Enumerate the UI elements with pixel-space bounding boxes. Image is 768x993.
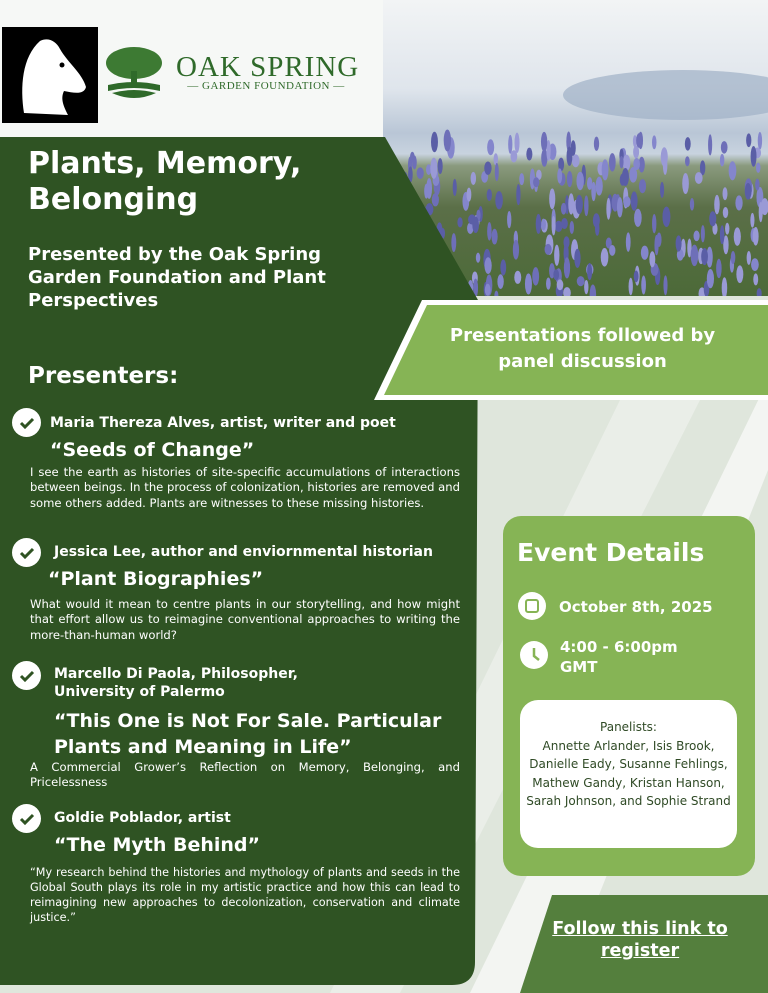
flower (747, 251, 751, 265)
flower (709, 211, 716, 226)
flower (487, 139, 494, 155)
oak-spring-logo-sub: — GARDEN FOUNDATION — (187, 80, 345, 92)
flower (633, 146, 639, 159)
oak-tree-logo (104, 45, 164, 101)
flower (708, 134, 712, 155)
flower (533, 177, 539, 187)
flower (661, 147, 668, 166)
flower (758, 132, 762, 150)
check-circle-icon (12, 538, 41, 567)
panelists-card (520, 700, 737, 848)
flower (731, 251, 736, 264)
flower (695, 172, 703, 184)
flower (553, 269, 559, 280)
flower (500, 259, 506, 275)
page-title: Plants, Memory, Belonging (28, 146, 302, 217)
flower (641, 275, 646, 294)
flower (685, 156, 690, 166)
flower (652, 135, 657, 149)
flower (609, 245, 615, 256)
flower (507, 211, 511, 228)
flower (757, 288, 762, 296)
flower (701, 225, 705, 242)
flower (526, 148, 532, 161)
flower (623, 196, 630, 207)
presenter-name: Jessica Lee, author and enviornmental historian (54, 544, 433, 560)
presenter-name: Goldie Poblador, artist (54, 810, 231, 826)
flower (601, 248, 609, 267)
flower (735, 195, 742, 210)
flower (596, 177, 603, 196)
clock-icon (520, 641, 548, 669)
event-time: 4:00 - 6:00pm GMT (560, 638, 678, 676)
flower (487, 222, 492, 241)
flower (714, 195, 720, 214)
flower (516, 184, 520, 205)
flower (549, 188, 555, 209)
flower (751, 146, 757, 167)
flower (487, 189, 492, 201)
flower (750, 213, 754, 228)
flower (532, 267, 539, 285)
flower (745, 183, 752, 200)
panel-discussion-banner: Presentations followed by panel discussion (449, 325, 716, 372)
flower (755, 179, 759, 191)
flower (723, 207, 728, 218)
flower (649, 251, 655, 267)
flower (568, 193, 574, 214)
flower (513, 240, 519, 260)
flower (626, 232, 631, 251)
flower (725, 223, 729, 235)
flower (716, 259, 722, 278)
flower (572, 154, 580, 167)
flower (609, 153, 616, 171)
talk-description: “My research behind the histories and mythology of plants and seeds in the Global South plays its role in my artistic practice and how this can lead to reimagining new approaches to decolonization, conservation and climate justice.” (30, 866, 460, 924)
subtitle: Presented by the Oak Spring Garden Foundation and Plant Perspectives (28, 244, 326, 311)
oak-spring-logo-name: OAK SPRING (176, 51, 360, 83)
flower (514, 271, 521, 284)
check-circle-icon (12, 804, 41, 833)
flower (746, 133, 751, 147)
presenter-name: Marcello Di Paola, Philosopher, University of Palermo (54, 666, 298, 700)
talk-description: I see the earth as histories of site-specific accumulations of interactions between beings. In the process of colonization, histories are removed and some others added. Plants are witnesses to these missing histories. (30, 465, 460, 510)
flower (634, 209, 642, 227)
flower (515, 133, 520, 153)
flower (634, 270, 639, 282)
flower (629, 167, 637, 183)
flower (629, 278, 633, 296)
flower (753, 227, 759, 246)
flower (641, 246, 649, 260)
flower (759, 202, 763, 222)
flower (557, 168, 562, 183)
flower (495, 191, 503, 209)
flower (753, 273, 758, 285)
flower (593, 213, 600, 227)
flower (606, 198, 610, 220)
flower (690, 198, 694, 211)
flower (756, 163, 760, 173)
flower (734, 227, 741, 245)
flower (574, 249, 580, 268)
flower (554, 245, 559, 266)
check-circle-icon (12, 408, 41, 437)
flower (693, 231, 699, 242)
flower (676, 235, 682, 251)
flower (682, 173, 689, 194)
flower (567, 147, 573, 166)
flower (584, 195, 588, 216)
talk-title: “Plant Biographies” (48, 568, 264, 590)
check-circle-icon (12, 661, 41, 690)
flower (622, 168, 629, 186)
flower (720, 154, 724, 166)
flower (723, 187, 728, 200)
flower (561, 218, 568, 229)
talk-title: “Seeds of Change” (50, 439, 255, 461)
flower (541, 219, 546, 231)
flower (497, 274, 503, 289)
flower (494, 291, 498, 296)
talk-description: What would it mean to centre plants in our storytelling, and how might that effort allow us to reimagine conventional approaches to writing the more-than-human world? (30, 597, 460, 642)
flower (587, 177, 592, 190)
flower (584, 280, 588, 294)
event-date: October 8th, 2025 (559, 598, 713, 616)
flower (617, 197, 623, 217)
flower (631, 191, 638, 210)
flower (707, 269, 714, 288)
flower (546, 278, 551, 290)
presenters-heading: Presenters: (28, 363, 179, 389)
flower (577, 276, 585, 286)
flower (563, 287, 571, 296)
presenter-name: Maria Thereza Alves, artist, writer and poet (50, 415, 396, 431)
flower (729, 161, 737, 180)
flower (663, 206, 671, 227)
flower (484, 161, 491, 174)
flower (660, 182, 664, 198)
flower (567, 171, 573, 187)
flower (536, 214, 541, 234)
flower (685, 137, 691, 151)
flower (590, 284, 597, 296)
flower (594, 137, 599, 151)
flower (736, 265, 743, 283)
panelists-list: Annette Arlander, Isis Brook, Danielle Eady, Susanne Fehlings, Mathew Gandy, Kristan Hanson, Sarah Johnson, and Sophie Strand (526, 738, 731, 808)
flower (663, 275, 667, 295)
flower (722, 277, 728, 296)
flower (576, 172, 584, 191)
horse-logo (2, 27, 98, 123)
flower (570, 221, 574, 234)
flower (485, 257, 492, 274)
flower (552, 216, 556, 235)
panelists-label: Panelists: (600, 720, 657, 734)
flower (587, 263, 592, 280)
flower (525, 273, 532, 294)
flower (720, 225, 725, 244)
flower (654, 235, 658, 256)
flower (508, 135, 512, 154)
flower (491, 229, 497, 245)
talk-title: “The Myth Behind” (54, 834, 261, 856)
flower (557, 279, 564, 290)
flower (519, 173, 524, 185)
flower (619, 156, 623, 169)
register-link[interactable]: Follow this link to register (552, 919, 728, 961)
flower (639, 179, 646, 193)
flower (485, 284, 491, 296)
flower (564, 257, 570, 278)
flower (563, 236, 569, 248)
talk-title: “This One is Not For Sale. Particular Plants and Meaning in Life” (54, 710, 442, 758)
flower (495, 163, 499, 181)
flower (561, 203, 567, 215)
flower (576, 195, 583, 214)
flower (751, 258, 759, 271)
flower (691, 245, 699, 266)
flower (652, 214, 656, 233)
flower (701, 248, 708, 265)
flower (721, 141, 728, 153)
flower (541, 132, 547, 152)
flower (545, 244, 552, 255)
flower (602, 159, 609, 180)
flower (636, 133, 642, 147)
calendar-icon (518, 592, 546, 620)
talk-description: A Commercial Grower’s Reflection on Memory, Belonging, and Pricelessness (30, 760, 460, 790)
event-details-title: Event Details (517, 538, 705, 567)
